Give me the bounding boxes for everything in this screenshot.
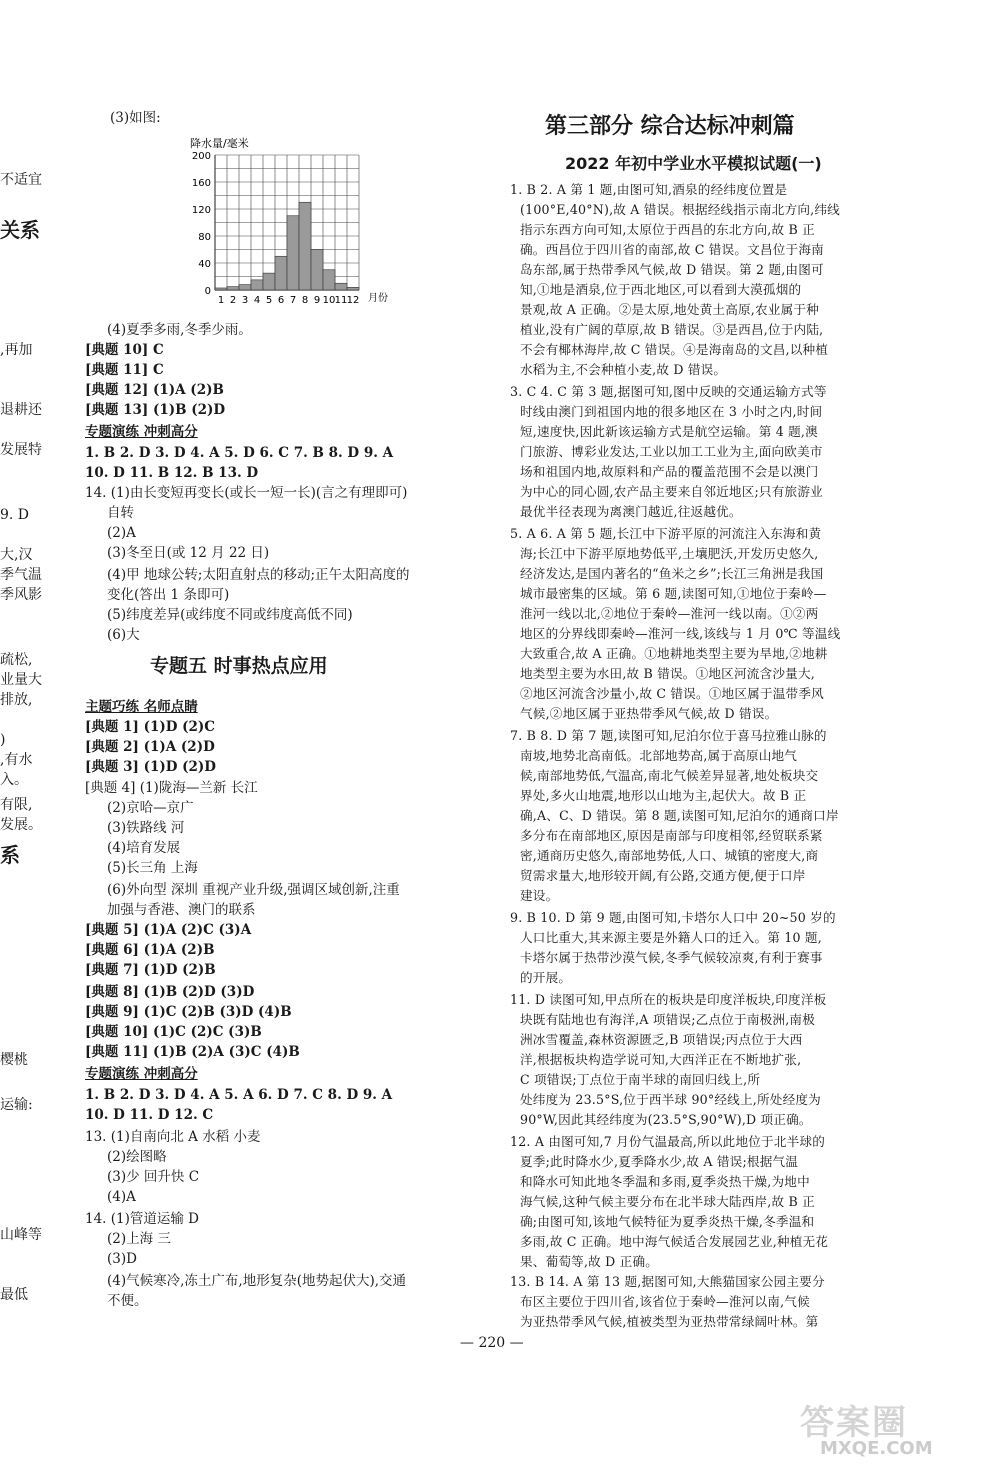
right-line-3: 确。西昌位于四川省的南部,故 C 错误。文昌位于海南 [520, 242, 824, 257]
bar-month-4 [251, 280, 263, 290]
right-line-41: 块既有陆地也有海洋,A 项错误;乙点位于南极洲,南极 [520, 1012, 816, 1027]
middle-line-28: [典题 5] (1)A (2)C (3)A [85, 922, 252, 938]
right-line-24: 地类型主要为水田,故 B 错误。①地区河流含沙量大, [520, 666, 815, 681]
bar-month-3 [239, 285, 251, 290]
left-fragment-18: 樱桃 [0, 1052, 28, 1068]
bar-month-7 [287, 216, 299, 290]
right-line-28: 南坡,地势北高南低。北部地势高,属于高原山地气 [520, 748, 798, 763]
right-line-4: 岛东部,属于热带季风气候,故 D 错误。第 2 题,由图可 [520, 262, 824, 277]
right-line-8: 不会有椰林海岸,故 C 错误。④是海南岛的文昌,以种植 [520, 342, 829, 357]
left-fragment-17: 系 [0, 843, 20, 867]
middle-line-12: (3)冬至日(或 12 月 22 日) [107, 545, 270, 561]
middle-line-11: (2)A [107, 525, 136, 541]
middle-line-30: [典题 7] (1)D (2)B [85, 962, 216, 978]
left-fragment-10: 业量大 [0, 672, 42, 688]
middle-line-2: [典题 10] C [85, 342, 164, 358]
mock-exam-title: 2022 年初中学业水平模拟试题(一) [565, 154, 822, 173]
right-line-16: 最优半径表现为离澳门越近,往返越优。 [520, 504, 742, 519]
right-line-49: 和降水可知此地冬季温和多雨,夏季炎热干燥,为地中 [520, 1174, 810, 1189]
middle-line-29: [典题 6] (1)A (2)B [85, 942, 215, 958]
right-line-55: 布区主要位于四川省,该省位于秦岭—淮河以南,气候 [520, 1294, 810, 1309]
right-line-0: 1. B 2. A 第 1 题,由图可知,酒泉的经纬度位置是 [510, 182, 788, 197]
middle-line-40: (3)少 回升快 C [107, 1169, 200, 1185]
middle-line-31: [典题 8] (1)B (2)D (3)D [85, 984, 255, 1000]
x-tick-label: 7 [289, 295, 297, 306]
middle-line-7: 1. B 2. D 3. D 4. A 5. D 6. C 7. B 8. D 9. A [85, 445, 394, 461]
middle-line-6: 专题演练 冲刺高分 [85, 424, 198, 440]
right-line-18: 海;长江中下游平原地势低平,土壤肥沃,开发历史悠久, [520, 546, 819, 561]
y-tick-label: 160 [191, 178, 211, 189]
x-tick-label: 6 [277, 295, 285, 306]
x-tick-label: 1 [217, 295, 225, 306]
right-line-47: 12. A 由图可知,7 月份气温最高,所以此地位于北半球的 [510, 1134, 826, 1149]
page-number: — 220 — [460, 1335, 524, 1351]
right-line-9: 水稻为主,不会种植小麦,故 D 错误。 [520, 362, 727, 377]
bar-month-12 [347, 287, 359, 290]
middle-line-16: (6)大 [107, 627, 140, 643]
right-line-44: C 项错误;丁点位于南半球的南回归线上,所 [520, 1072, 761, 1087]
left-fragment-13: ,有水 [0, 752, 33, 768]
left-fragment-16: 发展。 [0, 817, 42, 833]
precipitation-chart [160, 135, 400, 310]
bar-month-8 [299, 202, 311, 290]
middle-line-35: 专题演练 冲刺高分 [85, 1066, 198, 1082]
middle-line-26: (6)外向型 深圳 重视产业升级,强调区域创新,注重 [107, 882, 400, 898]
left-fragment-20: 山峰等 [0, 1227, 42, 1243]
middle-line-3: [典题 11] C [85, 362, 164, 378]
left-fragment-0: 不适宜 [0, 172, 42, 188]
middle-line-39: (2)绘图略 [107, 1149, 167, 1165]
left-fragment-1: 关系 [0, 218, 40, 242]
left-fragment-12: ) [0, 732, 6, 748]
middle-line-46: 不便。 [107, 1293, 148, 1309]
right-line-36: 9. B 10. D 第 9 题,由图可知,卡塔尔人口中 20~50 岁的 [510, 910, 836, 925]
x-tick-label: 3 [241, 295, 249, 306]
middle-line-10: 自转 [107, 505, 134, 521]
right-line-37: 人口比重大,其来源主要是外籍人口的迁入。第 10 题, [520, 930, 822, 945]
bar-month-10 [323, 270, 335, 290]
bar-month-11 [335, 283, 347, 290]
middle-line-17: 主题巧练 名师点睛 [85, 699, 198, 715]
middle-line-20: [典题 3] (1)D (2)D [85, 759, 217, 775]
left-fragment-11: 排放, [0, 692, 33, 708]
left-fragment-19: 运输: [0, 1097, 33, 1113]
right-line-34: 贸需求量大,地形较开阔,有公路,交通方便,便于口岸 [520, 868, 806, 883]
middle-line-1: (4)夏季多雨,冬季少雨。 [107, 322, 252, 338]
middle-line-15: (5)纬度差异(或纬度不同或纬度高低不同) [107, 607, 353, 623]
right-line-17: 5. A 6. A 第 5 题,长江中下游平原的河流注入东海和黄 [510, 526, 822, 541]
right-line-29: 候,南部地势低,气温高,南北气候差异显著,地处板块交 [520, 768, 819, 783]
right-line-5: 知,①地是酒泉,位于西北地区,可以看到大漠孤烟的 [520, 282, 802, 297]
right-line-38: 卡塔尔属于热带沙漠气候,冬季气候较凉爽,有利于赛事 [520, 950, 823, 965]
right-line-11: 时线由澳门到祖国内地的很多地区在 3 小时之内,时间 [520, 404, 823, 419]
y-tick-label: 120 [191, 205, 211, 216]
middle-line-8: 10. D 11. B 12. B 13. D [85, 465, 259, 481]
middle-line-34: [典题 11] (1)B (2)A (3)C (4)B [85, 1044, 300, 1060]
right-line-14: 场和祖国内地,故原料和产品的覆盖范围不会是以澳门 [520, 464, 819, 479]
right-line-40: 11. D 读图可知,甲点所在的板块是印度洋板块,印度洋板 [510, 992, 827, 1007]
right-line-27: 7. B 8. D 第 7 题,读图可知,尼泊尔位于喜马拉雅山脉的 [510, 728, 827, 743]
right-line-43: 洋,根据板块构造学说可知,大西洋正在不断地扩张, [520, 1052, 802, 1067]
bar-month-6 [275, 256, 287, 290]
middle-line-24: (4)培育发展 [107, 840, 181, 856]
right-line-22: 地区的分界线即秦岭—淮河一线,该线与 1 月 0℃ 等温线 [520, 626, 841, 641]
left-fragment-9: 疏松, [0, 652, 33, 668]
middle-line-0: (3)如图: [110, 110, 161, 126]
x-tick-label: 8 [301, 295, 309, 306]
right-line-23: 大致重合,故 A 正确。①地耕地类型主要为旱地,②地耕 [520, 646, 828, 661]
right-line-35: 建设。 [520, 888, 559, 903]
right-line-33: 密,通商历史悠久,南部地势低,人口、城镇的密度大,商 [520, 848, 819, 863]
left-fragment-14: 入。 [0, 772, 28, 788]
bar-month-2 [227, 287, 239, 290]
right-line-45: 处纬度为 23.5°S,位于西半球 90°经线上,所处经度为 [520, 1092, 821, 1107]
bar-month-1 [215, 288, 227, 290]
middle-line-18: [典题 1] (1)D (2)C [85, 719, 216, 735]
middle-line-44: (3)D [107, 1251, 137, 1267]
middle-line-36: 1. B 2. D 3. D 4. A 5. A 6. D 7. C 8. D 9. A [85, 1087, 393, 1103]
middle-line-38: 13. (1)自南向北 A 水稻 小麦 [85, 1129, 261, 1145]
middle-line-19: [典题 2] (1)A (2)D [85, 739, 215, 755]
middle-line-41: (4)A [107, 1189, 136, 1205]
left-fragment-6: 大,汉 [0, 547, 33, 563]
right-line-32: 多分布在南部地区,原因是南部与印度相邻,经贸联系紧 [520, 828, 823, 843]
middle-line-14: 变化(答出 1 条即可) [107, 587, 230, 603]
right-line-30: 界处,多火山地震,地形以山地为主,起伏大。故 B 正 [520, 788, 807, 803]
middle-line-23: (3)铁路线 河 [107, 820, 185, 836]
right-line-12: 短,速度快,因此新该运输方式是航空运输。第 4 题,澳 [520, 424, 818, 439]
right-line-39: 的开展。 [520, 970, 572, 985]
y-tick-label: 80 [198, 232, 211, 243]
y-tick-label: 0 [204, 286, 211, 297]
right-line-48: 夏季;此时降水少,夏季降水少,故 A 错误;根据气温 [520, 1154, 799, 1169]
left-fragment-8: 季风影 [0, 587, 42, 603]
x-tick-label: 11 [334, 295, 348, 306]
middle-line-4: [典题 12] (1)A (2)B [85, 382, 224, 398]
x-tick-label: 12 [346, 295, 360, 306]
left-fragment-4: 发展特 [0, 442, 42, 458]
right-line-13: 门旅游、博彩业发达,工业以加工工业为主,面向欧美市 [520, 444, 823, 459]
right-line-50: 海气候,这种气候主要分布在北半球大陆西岸,故 B 正 [520, 1194, 815, 1209]
middle-line-22: (2)京哈—京广 [107, 800, 194, 816]
middle-line-42: 14. (1)管道运输 D [85, 1211, 199, 1227]
right-line-21: 淮河一线以北,②地位于秦岭—淮河一线以南。①②两 [520, 606, 819, 621]
section-heading-topic-5: 专题五 时事热点应用 [150, 655, 328, 677]
left-fragment-15: 有限, [0, 797, 33, 813]
right-line-6: 景观,故 A 正确。②是太原,地处黄土高原,农业属于种 [520, 302, 819, 317]
chart-y-ticks [192, 151, 211, 297]
middle-line-21: [典题 4] (1)陇海—兰新 长江 [85, 780, 258, 796]
right-line-31: 确,A、C、D 错误。第 8 题,读图可知,尼泊尔的通商口岸 [520, 808, 839, 823]
right-line-7: 植业,没有广阔的草原,故 B 错误。③是西昌,位于内陆, [520, 322, 824, 337]
right-line-26: 气候,②地区属于亚热带季风气候,故 D 错误。 [520, 706, 778, 721]
left-fragment-5: 9. D [0, 507, 30, 523]
middle-line-13: (4)甲 地球公转;太阳直射点的移动;正午太阳高度的 [107, 567, 410, 583]
y-tick-label: 40 [198, 259, 211, 270]
right-line-2: 指示东西方向可知,太原位于西昌的东北方向,故 B 正 [520, 222, 815, 237]
bar-month-9 [311, 250, 323, 291]
right-line-15: 为中心的同心圆,农产品主要来自邻近地区;只有旅游业 [520, 484, 823, 499]
left-fragment-2: ,再加 [0, 342, 33, 358]
x-tick-label: 4 [253, 295, 261, 306]
middle-line-37: 10. D 11. D 12. C [85, 1107, 214, 1123]
watermark-url: MXQE.COM [820, 1438, 933, 1459]
right-line-46: 90°W,因此其经纬度为(23.5°S,90°W),D 项正确。 [520, 1112, 812, 1127]
left-fragment-21: 最低 [0, 1287, 28, 1303]
right-line-54: 13. B 14. A 第 13 题,据图可知,大熊猫国家公园主要分 [510, 1274, 825, 1289]
middle-line-33: [典题 10] (1)C (2)C (3)B [85, 1024, 262, 1040]
right-line-42: 洲冰雪覆盖,森林资源匮乏,B 项错误;丙点位于大西 [520, 1032, 803, 1047]
right-line-51: 确;由图可知,该地气候特征为夏季炎热干燥,冬季温和 [520, 1214, 815, 1229]
right-line-10: 3. C 4. C 第 3 题,据图可知,图中反映的交通运输方式等 [510, 384, 827, 399]
middle-line-25: (5)长三角 上海 [107, 860, 198, 876]
middle-line-43: (2)上海 三 [107, 1231, 171, 1247]
right-line-53: 果、葡萄等,故 D 正确。 [520, 1254, 659, 1269]
x-tick-label: 10 [322, 295, 336, 306]
right-line-52: 多雨,故 C 正确。地中海气候适合发展园艺业,种植无花 [520, 1234, 829, 1249]
chart-ylabel: 降水量/毫米 [190, 137, 249, 150]
x-tick-label: 9 [313, 295, 321, 306]
chart-xlabel: 月份 [368, 293, 388, 304]
middle-line-5: [典题 13] (1)B (2)D [85, 402, 226, 418]
left-fragment-3: 退耕还 [0, 402, 42, 418]
bar-month-5 [263, 273, 275, 290]
right-line-20: 城市最密集的区域。第 6 题,读图可知,①地位于秦岭— [520, 586, 827, 601]
watermark-logo: 答案圈 [800, 1403, 908, 1443]
middle-line-32: [典题 9] (1)C (2)B (3)D (4)B [85, 1004, 292, 1020]
middle-line-45: (4)气候寒冷,冻土广布,地形复杂(地势起伏大),交通 [107, 1273, 407, 1289]
part-three-heading: 第三部分 综合达标冲刺篇 [545, 114, 795, 139]
x-tick-label: 2 [229, 295, 237, 306]
left-fragment-7: 季气温 [0, 567, 42, 583]
middle-line-27: 加强与香港、澳门的联系 [107, 902, 256, 918]
chart-x-ticks [218, 295, 360, 306]
right-line-19: 经济发达,是国内著名的“鱼米之乡”;长江三角洲是我国 [520, 566, 824, 581]
right-line-25: ②地区河流含沙量小,故 C 错误。①地区属于温带季风 [520, 686, 824, 701]
x-tick-label: 5 [265, 295, 273, 306]
right-line-56: 为亚热带季风气候,植被类型为亚热带常绿阔叶林。第 [520, 1314, 819, 1329]
right-line-1: (100°E,40°N),故 A 错误。根据经线指示南北方向,纬线 [520, 202, 840, 217]
middle-line-9: 14. (1)由长变短再变长(或长一短一长)(言之有理即可) [85, 485, 408, 501]
y-tick-label: 200 [191, 151, 211, 162]
